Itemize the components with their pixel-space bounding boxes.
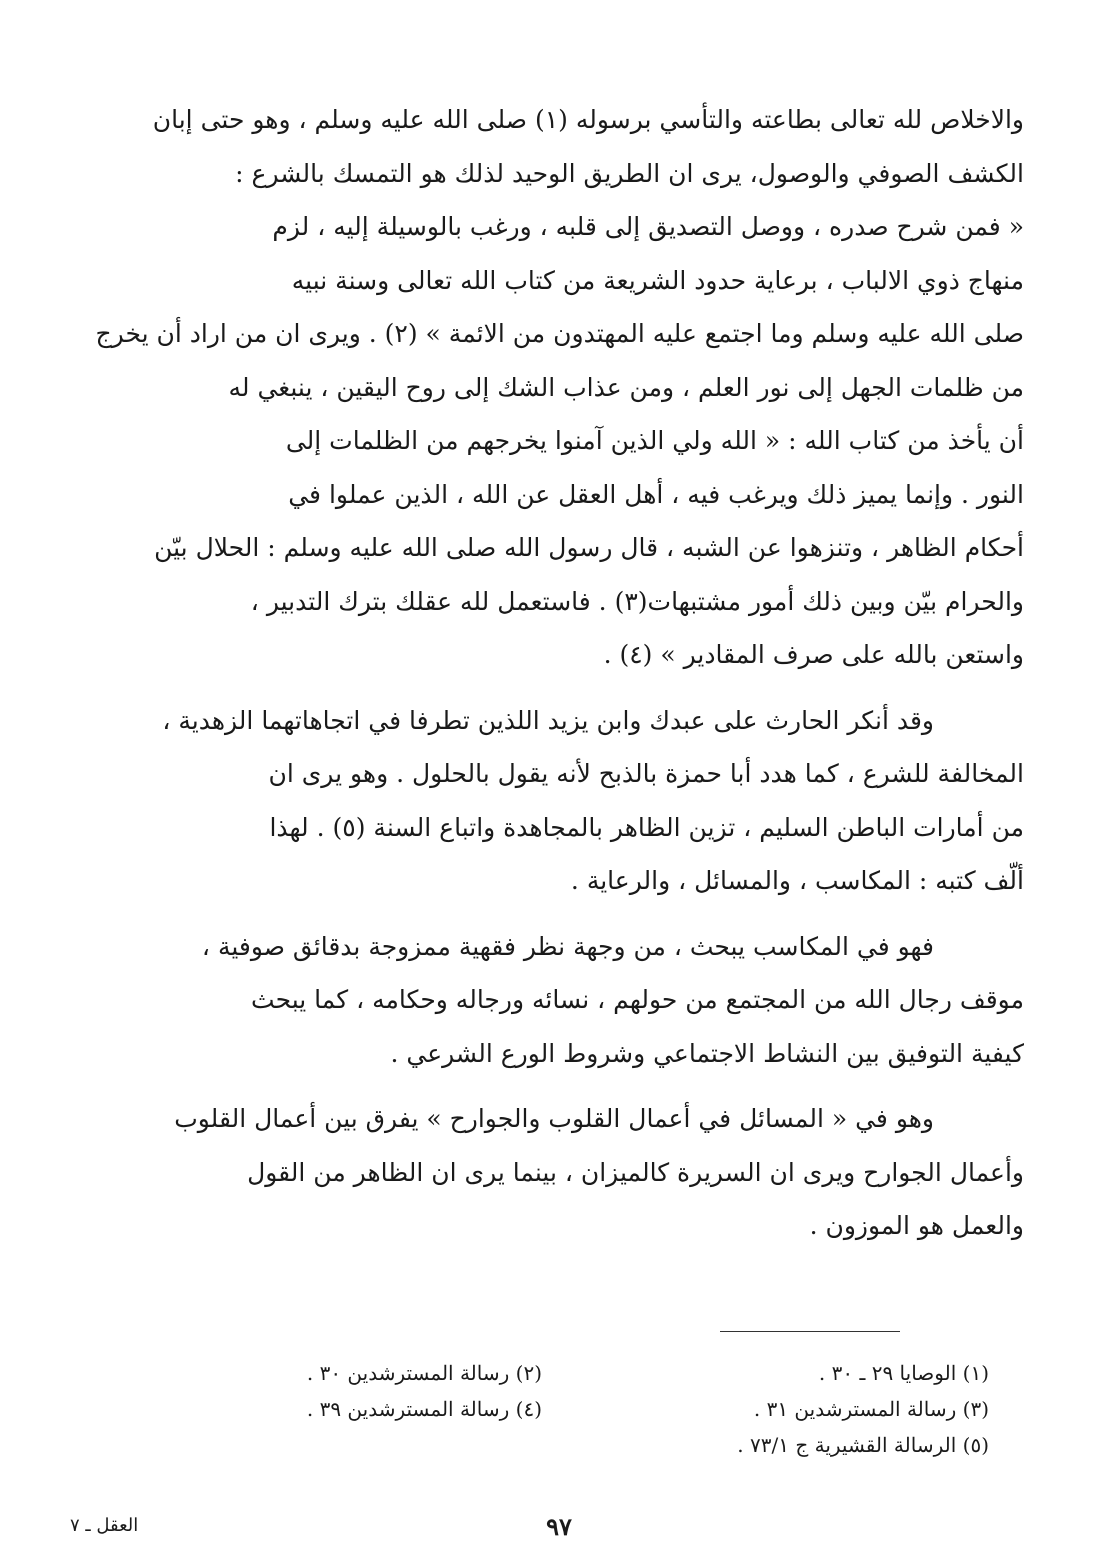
footnote — [95, 1427, 542, 1463]
paragraph-gap — [95, 908, 1024, 920]
text-line: والعمل هو الموزون . — [809, 1211, 1024, 1240]
text-line: أن يأخذ من كتاب الله : « الله ولي الذين آمنوا يخرجهم من الظلمات إلى — [285, 426, 1024, 455]
text-line: وأعمال الجوارح ويرى ان السريرة كالميزان ، بينما يرى ان الظاهر من القول — [247, 1157, 1024, 1187]
text-line: أحكام الظاهر ، وتنزهوا عن الشبه ، قال رسول الله صلى الله عليه وسلم : الحلال بيّن — [154, 533, 1024, 562]
text-line: والاخلاص لله تعالى بطاعته والتأسي برسوله (١) صلى الله عليه وسلم ، وهو حتى إبان — [152, 105, 1024, 134]
paragraph — [95, 1092, 1024, 1253]
text-line: من ظلمات الجهل إلى نور العلم ، ومن عذاب الشك إلى روح اليقين ، ينبغي له — [228, 372, 1024, 402]
footnote: (٢) رسالة المسترشدين ٣٠ . — [306, 1361, 542, 1385]
paragraph — [95, 920, 1024, 1081]
footnote-row — [95, 1427, 989, 1463]
printer-signature: العقل ـ ٧ — [70, 1515, 139, 1536]
text-line: واستعن بالله على صرف المقادير » (٤) . — [603, 640, 1024, 669]
footnotes — [95, 1355, 989, 1463]
page-number: ٩٧ — [546, 1512, 572, 1541]
footnote-row — [95, 1391, 989, 1427]
text-line: من أمارات الباطن السليم ، تزين الظاهر بالمجاهدة واتباع السنة (٥) . لهذا — [269, 812, 1024, 842]
main-text — [95, 93, 1024, 1253]
text-line: فهو في المكاسب يبحث ، من وجهة نظر فقهية ممزوجة بدقائق صوفية ، — [201, 931, 934, 961]
paragraph — [95, 93, 1024, 682]
text-line: صلى الله عليه وسلم وما اجتمع عليه المهتدون من الائمة » (٢) . ويرى ان من اراد أن يخرج — [95, 319, 1024, 348]
text-line: الكشف الصوفي والوصول، يرى ان الطريق الوحيد لذلك هو التمسك بالشرع : — [235, 158, 1024, 188]
footnote: (٤) رسالة المسترشدين ٣٩ . — [306, 1397, 542, 1421]
paragraph-gap — [95, 682, 1024, 694]
footnote: (٣) رسالة المسترشدين ٣١ . — [753, 1397, 989, 1421]
text-line: موقف رجال الله من المجتمع من حولهم ، نسائه ورجاله وحكامه ، كما يبحث — [251, 985, 1024, 1014]
text-line: كيفية التوفيق بين النشاط الاجتماعي وشروط الورع الشرعي . — [390, 1038, 1024, 1068]
text-line: النور . وإنما يميز ذلك ويرغب فيه ، أهل العقل عن الله ، الذين عملوا في — [288, 479, 1024, 509]
footnote-separator — [720, 1331, 900, 1332]
text-line: « فمن شرح صدره ، ووصل التصديق إلى قلبه ، ورغب بالوسيلة إليه ، لزم — [272, 212, 1024, 241]
text-line: منهاج ذوي الالباب ، برعاية حدود الشريعة من كتاب الله تعالى وسنة نبيه — [291, 265, 1024, 295]
text-line: وهو في « المسائل في أعمال القلوب والجوارح » يفرق بين أعمال القلوب — [174, 1104, 934, 1133]
footnote: (٥) الرسالة القشيرية ج ٧٣/١ . — [737, 1433, 989, 1457]
text-line: ألّف كتبه : المكاسب ، والمسائل ، والرعاية . — [570, 866, 1024, 895]
text-line: والحرام بيّن وبين ذلك أمور مشتبهات(٣) . فاستعمل لله عقلك بترك التدبير ، — [250, 586, 1024, 616]
text-line: المخالفة للشرع ، كما هدد أبا حمزة بالذبح لأنه يقول بالحلول . وهو يرى ان — [268, 759, 1024, 788]
paragraph-gap — [95, 1080, 1024, 1092]
footnote: (١) الوصايا ٢٩ ـ ٣٠ . — [818, 1361, 989, 1385]
footnote-row — [95, 1355, 989, 1391]
paragraph — [95, 694, 1024, 908]
text-line: وقد أنكر الحارث على عبدك وابن يزيد اللذين تطرفا في اتجاهاتهما الزهدية ، — [162, 705, 934, 735]
